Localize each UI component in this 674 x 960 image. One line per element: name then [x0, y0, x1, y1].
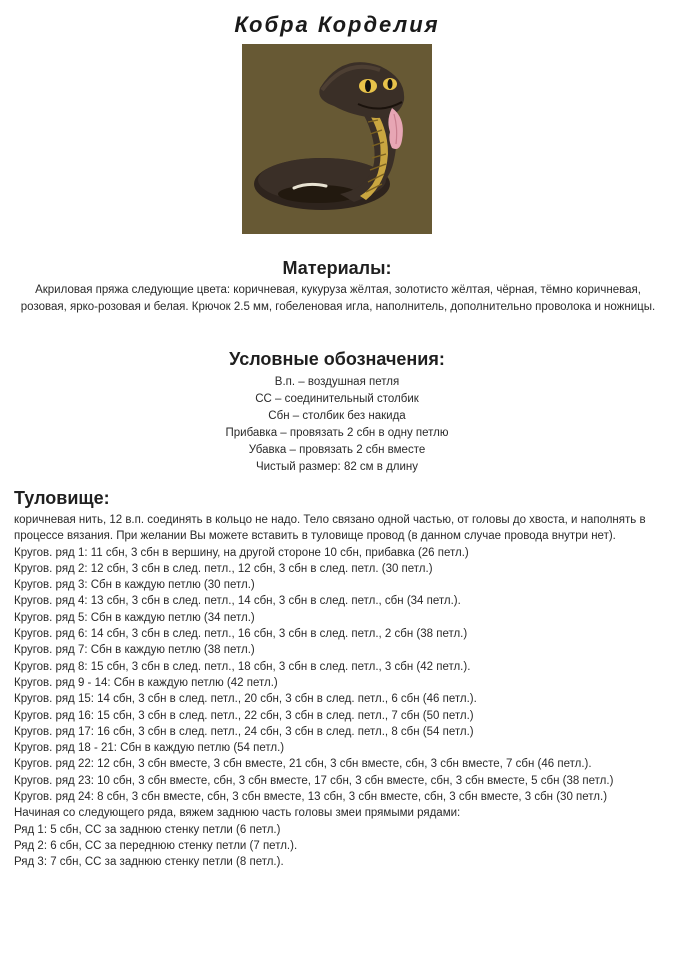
- body-rows: [14, 545, 662, 871]
- cobra-illustration: [242, 44, 432, 234]
- instruction-row: Начиная со следующего ряда, вяжем заднюю часть головы змеи прямыми рядами:: [14, 807, 461, 820]
- instruction-row: Ряд 1: 5 сбн, СС за заднюю стенку петли (6 петл.): [14, 823, 281, 836]
- instruction-row: Кругов. ряд 8: 15 сбн, 3 сбн в след. петл., 18 сбн, 3 сбн в след. петл., 3 сбн (42 петл.).: [14, 660, 471, 673]
- legend-item: Прибавка – провязать 2 сбн в одну петлю: [225, 427, 449, 439]
- legend-list: [0, 374, 674, 476]
- legend-item: Убавка – провязать 2 сбн вместе: [248, 444, 426, 456]
- instruction-row: Кругов. ряд 17: 16 сбн, 3 сбн в след. петл., 24 сбн, 3 сбн в след. петл., 8 сбн (54 петл.): [14, 725, 474, 738]
- instruction-row: Ряд 2: 6 сбн, СС за переднюю стенку петли (7 петл.).: [14, 839, 298, 852]
- instruction-row: Кругов. ряд 9 - 14: Сбн в каждую петлю (42 петл.): [14, 676, 278, 689]
- cobra-toy-photo: [242, 44, 432, 234]
- page-title: Кобра Корделия: [234, 12, 440, 37]
- instruction-row: Кругов. ряд 6: 14 сбн, 3 сбн в след. петл., 16 сбн, 3 сбн в след. петл., 2 сбн (38 петл.): [14, 628, 468, 641]
- materials-heading: Материалы:: [282, 258, 392, 278]
- instruction-row: Кругов. ряд 1: 11 сбн, 3 сбн в вершину, на другой стороне 10 сбн, прибавка (26 петл.): [14, 546, 469, 559]
- legend-item: Сбн – столбик без накида: [268, 410, 406, 422]
- body-heading: Туловище:: [14, 488, 110, 508]
- legend-item: Чистый размер: 82 см в длину: [255, 461, 419, 473]
- instruction-row: Ряд 3: 7 сбн, СС за заднюю стенку петли (8 петл.).: [14, 856, 284, 869]
- body-intro: коричневая нить, 12 в.п. соединять в кольцо не надо. Тело связано одной частью, от головы до хвоста, и наполнять в процессе вязания. При желании Вы можете вставить в туловище провод (в данном случае провода внутри нет).: [14, 514, 646, 543]
- instruction-row: Кругов. ряд 4: 13 сбн, 3 сбн в след. петл., 14 сбн, 3 сбн в след. петл., сбн (34 петл.).: [14, 595, 461, 608]
- legend-item: В.п. – воздушная петля: [274, 376, 400, 388]
- legend-heading: Условные обозначения:: [229, 349, 445, 369]
- instruction-row: Кругов. ряд 7: Сбн в каждую петлю (38 петл.): [14, 644, 255, 657]
- instruction-row: Кругов. ряд 24: 8 сбн, 3 сбн вместе, сбн, 3 сбн вместе, 13 сбн, 3 сбн вместе, сбн, 3 сбн вместе, 3 сбн (30 петл.): [14, 791, 608, 804]
- body-instructions: [14, 512, 662, 871]
- legend-item: СС – соединительный столбик: [255, 393, 419, 405]
- materials-text: Акриловая пряжа следующие цвета: коричневая, кукуруза жёлтая, золотисто жёлтая, чёрная, тёмно коричневая, розовая, ярко-розовая и белая. Крючок 2.5 мм, гобеленовая игла, наполнитель, дополнительно проволока и ножницы.: [20, 284, 656, 313]
- instruction-row: Кругов. ряд 16: 15 сбн, 3 сбн в след. петл., 22 сбн, 3 сбн в след. петл., 7 сбн (50 петл.): [14, 709, 474, 722]
- instruction-row: Кругов. ряд 15: 14 сбн, 3 сбн в след. петл., 20 сбн, 3 сбн в след. петл., 6 сбн (46 петл.).: [14, 693, 477, 706]
- instruction-row: Кругов. ряд 5: Сбн в каждую петлю (34 петл.): [14, 611, 255, 624]
- instruction-row: Кругов. ряд 22: 12 сбн, 3 сбн вместе, 3 сбн вместе, 21 сбн, 3 сбн вместе, сбн, 3 сбн вместе, 7 сбн (46 петл.).: [14, 758, 592, 771]
- instruction-row: Кругов. ряд 3: Сбн в каждую петлю (30 петл.): [14, 579, 255, 592]
- instruction-row: Кругов. ряд 18 - 21: Сбн в каждую петлю (54 петл.): [14, 742, 285, 755]
- instruction-row: Кругов. ряд 23: 10 сбн, 3 сбн вместе, сбн, 3 сбн вместе, 17 сбн, 3 сбн вместе, сбн, 3 сбн вместе, 5 сбн (38 петл.): [14, 774, 614, 787]
- instruction-row: Кругов. ряд 2: 12 сбн, 3 сбн в след. петл., 12 сбн, 3 сбн в след. петл. (30 петл.): [14, 562, 433, 575]
